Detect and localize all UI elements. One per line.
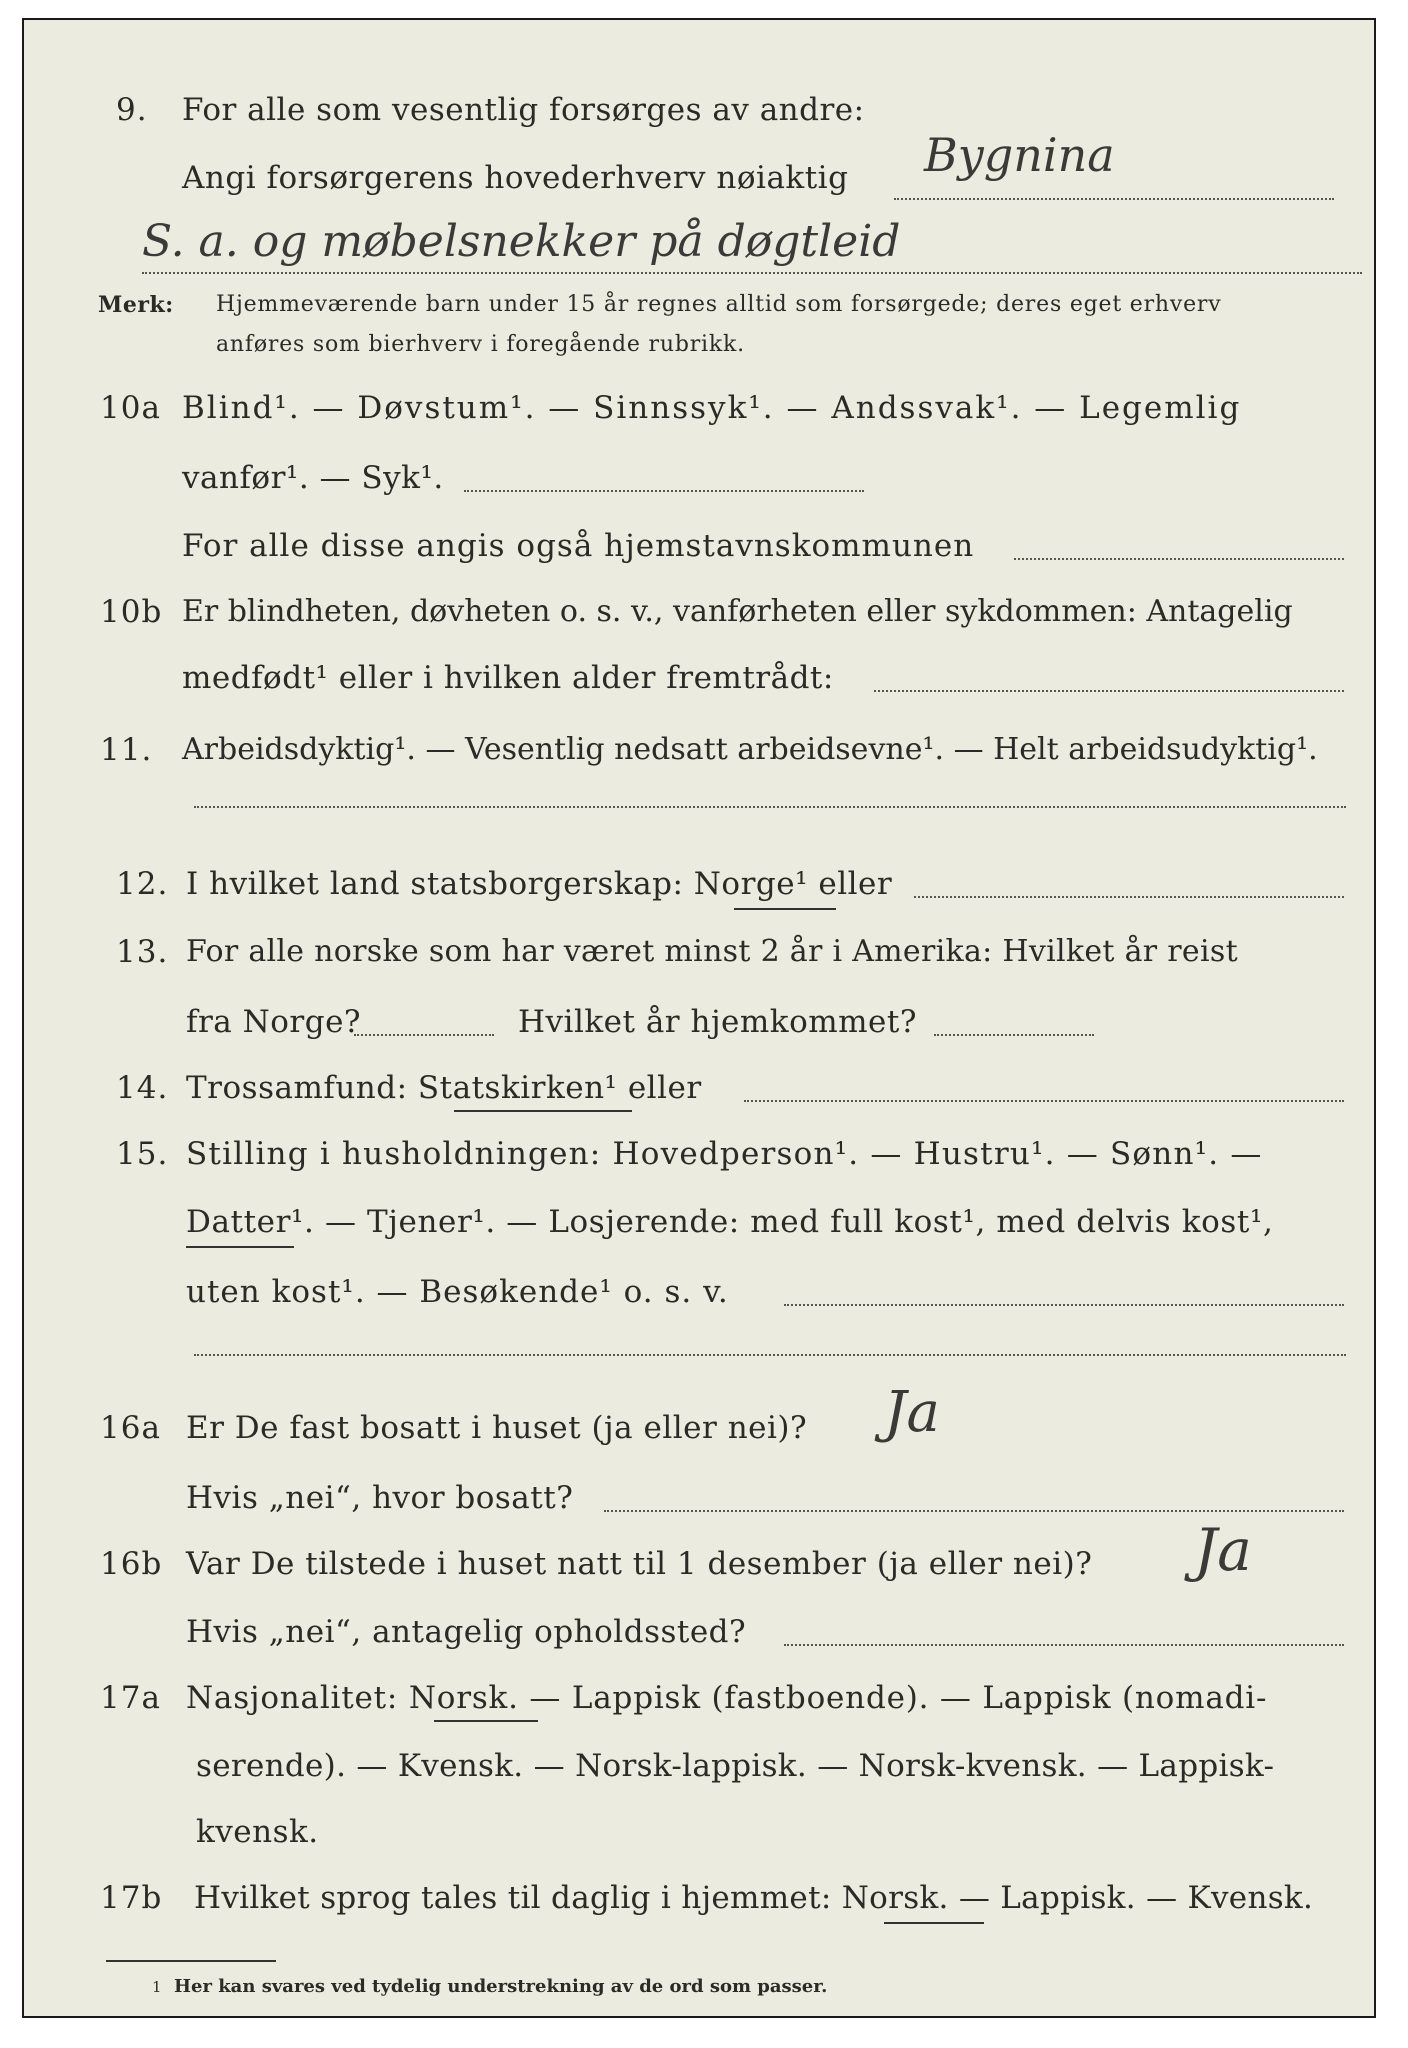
q9-answer-line-2 bbox=[142, 272, 1362, 274]
q12-line1: I hvilket land statsborgerskap: Norge¹ eller bbox=[186, 866, 893, 902]
q9-line2: Angi forsørgerens hovederhverv nøiaktig bbox=[182, 160, 849, 196]
q14-number: 14. bbox=[116, 1070, 169, 1106]
q17a-line2: serende). — Kvensk. — Norsk-lappisk. — Norsk-kvensk. — Lappisk- bbox=[196, 1748, 1275, 1784]
q17b-norsk-underline bbox=[884, 1922, 984, 1924]
footnote-rule bbox=[106, 1960, 276, 1962]
q10a-line2-fill bbox=[464, 490, 864, 492]
q15-fill-2 bbox=[194, 1354, 1346, 1356]
q11-line1: Arbeidsdyktig¹. — Vesentlig nedsatt arbeidsevne¹. — Helt arbeidsudyktig¹. bbox=[182, 732, 1318, 767]
q15-datter-underline bbox=[186, 1246, 294, 1248]
q12-norge-underline bbox=[734, 908, 836, 910]
q16b-line2: Hvis „nei“, antagelig opholdssted? bbox=[186, 1614, 747, 1650]
q13-line2b: Hvilket år hjemkommet? bbox=[518, 1004, 917, 1040]
q16a-line1: Er De fast bosatt i huset (ja eller nei)? bbox=[186, 1410, 808, 1446]
q13-fill-a bbox=[354, 1034, 494, 1036]
q17b-line1: Hvilket sprog tales til daglig i hjemmet: Norsk. — Lappisk. — Kvensk. bbox=[194, 1880, 1314, 1916]
q16b-line1: Var De tilstede i huset natt til 1 desember (ja eller nei)? bbox=[186, 1546, 1093, 1582]
q14-fill bbox=[744, 1100, 1344, 1102]
q10b-line2-fill bbox=[874, 690, 1344, 692]
q13-number: 13. bbox=[116, 934, 169, 970]
merk-line1: Hjemmeværende barn under 15 år regnes alltid som forsørgede; deres eget erhverv bbox=[216, 292, 1222, 317]
q17a-norsk-underline bbox=[434, 1720, 538, 1722]
q16a-number: 16a bbox=[100, 1410, 161, 1446]
q11-fill bbox=[194, 806, 1346, 808]
q16b-fill bbox=[784, 1644, 1344, 1646]
q15-line1: Stilling i husholdningen: Hovedperson¹. — Hustru¹. — Sønn¹. — bbox=[186, 1136, 1263, 1172]
q11-number: 11. bbox=[100, 732, 153, 768]
census-form-page bbox=[22, 18, 1376, 2018]
merk-line2: anføres som bierhverv i foregående rubrikk. bbox=[216, 332, 745, 357]
q14-line1: Trossamfund: Statskirken¹ eller bbox=[186, 1070, 702, 1106]
q16a-line2: Hvis „nei“, hvor bosatt? bbox=[186, 1480, 574, 1516]
q10b-number: 10b bbox=[100, 594, 163, 630]
merk-label: Merk: bbox=[98, 292, 174, 318]
q17a-number: 17a bbox=[100, 1680, 161, 1716]
q12-number: 12. bbox=[116, 866, 169, 902]
q13-line1: For alle norske som har været minst 2 år i Amerika: Hvilket år reist bbox=[186, 934, 1238, 969]
q15-line3: uten kost¹. — Besøkende¹ o. s. v. bbox=[186, 1274, 729, 1310]
q12-fill bbox=[914, 896, 1344, 898]
q10a-line2: vanfør¹. — Syk¹. bbox=[182, 460, 444, 496]
q10b-line1: Er blindheten, døvheten o. s. v., vanførheten eller sykdommen: Antagelig bbox=[182, 594, 1293, 629]
q10a-number: 10a bbox=[100, 390, 161, 426]
q10a-line3: For alle disse angis også hjemstavnskommunen bbox=[182, 528, 975, 564]
q17a-line3: kvensk. bbox=[196, 1814, 319, 1850]
footnote-mark: 1 bbox=[152, 1978, 162, 1996]
q15-fill bbox=[784, 1304, 1344, 1306]
q10a-line3-fill bbox=[1014, 558, 1344, 560]
q13-fill-b bbox=[934, 1034, 1094, 1036]
q13-line2a: fra Norge? bbox=[186, 1004, 362, 1040]
q9-handwritten-answer-b: S. a. og møbelsnekker på døgtleid bbox=[142, 216, 901, 267]
q9-number: 9. bbox=[116, 92, 148, 128]
q15-line2: Datter¹. — Tjener¹. — Losjerende: med full kost¹, med delvis kost¹, bbox=[186, 1204, 1274, 1240]
q9-handwritten-answer-a: Bygnina bbox=[924, 128, 1115, 182]
q9-answer-line bbox=[894, 198, 1334, 200]
q16a-fill bbox=[604, 1510, 1344, 1512]
q16b-number: 16b bbox=[100, 1546, 163, 1582]
q17b-number: 17b bbox=[100, 1880, 163, 1916]
q14-statskirken-underline bbox=[454, 1110, 632, 1112]
q9-line1: For alle som vesentlig forsørges av andre: bbox=[182, 92, 865, 128]
q10a-line1: Blind¹. — Døvstum¹. — Sinnssyk¹. — Andssvak¹. — Legemlig bbox=[182, 390, 1242, 426]
q15-number: 15. bbox=[116, 1136, 169, 1172]
q16b-handwritten-answer: Ja bbox=[1194, 1516, 1252, 1584]
footnote-text: Her kan svares ved tydelig understrekning av de ord som passer. bbox=[174, 1976, 828, 1997]
q16a-handwritten-answer: Ja bbox=[884, 1380, 940, 1445]
q17a-line1: Nasjonalitet: Norsk. — Lappisk (fastboende). — Lappisk (nomadi- bbox=[186, 1680, 1268, 1716]
q10b-line2: medfødt¹ eller i hvilken alder fremtrådt: bbox=[182, 660, 834, 696]
